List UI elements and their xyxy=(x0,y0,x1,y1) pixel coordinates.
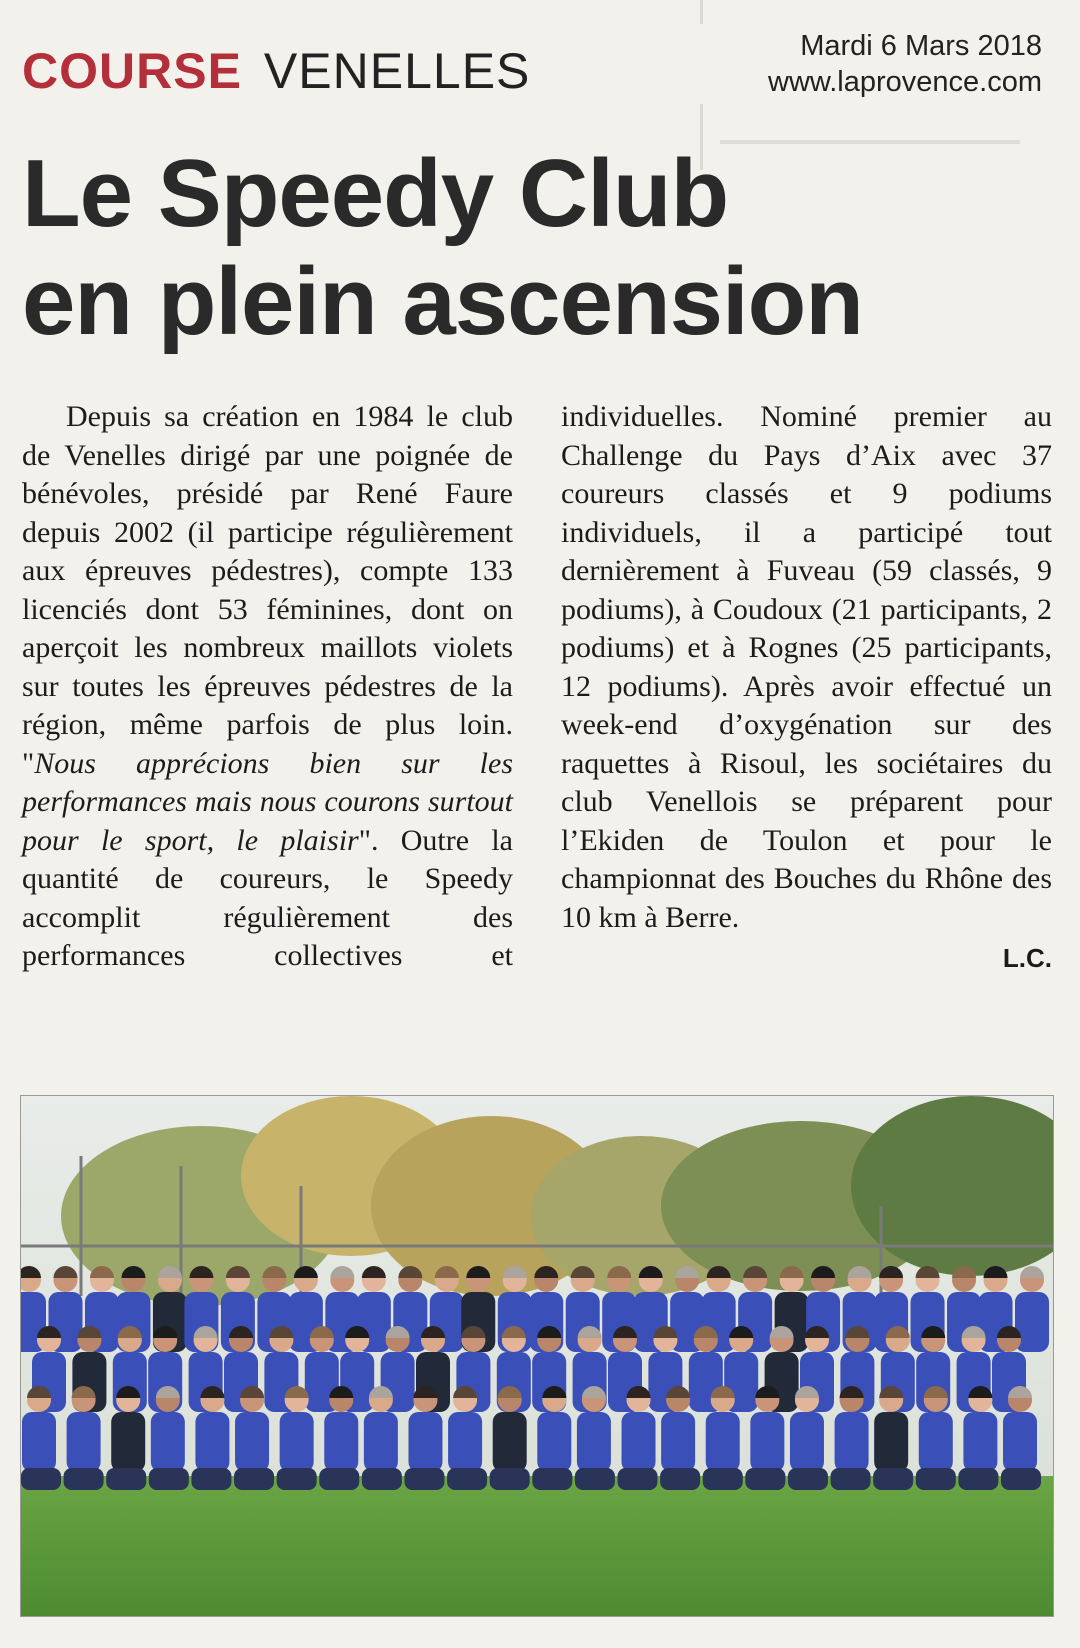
runner xyxy=(280,1386,314,1472)
runner-legs xyxy=(319,1468,359,1490)
runner xyxy=(111,1386,145,1472)
runner-legs xyxy=(575,1468,615,1490)
runner-legs xyxy=(64,1468,104,1490)
runner xyxy=(919,1386,953,1472)
body-quote: Nous apprécions bien sur les performances mais nous courons surtout pour le sport, le plaisir xyxy=(22,746,513,857)
runner-legs xyxy=(234,1468,274,1490)
runner xyxy=(324,1386,358,1472)
runner-legs xyxy=(703,1468,743,1490)
runner xyxy=(67,1386,101,1472)
runner xyxy=(963,1386,997,1472)
runner-legs xyxy=(277,1468,317,1490)
section-city: VENELLES xyxy=(263,43,531,99)
runner-legs xyxy=(745,1468,785,1490)
runner-legs xyxy=(958,1468,998,1490)
runner xyxy=(1003,1386,1037,1472)
section-header xyxy=(22,42,530,112)
runner xyxy=(235,1386,269,1472)
runner-legs xyxy=(149,1468,189,1490)
runner-legs xyxy=(660,1468,700,1490)
runner-legs xyxy=(447,1468,487,1490)
runner xyxy=(661,1386,695,1472)
team-photo xyxy=(20,1095,1054,1617)
author-signature: L.C. xyxy=(1002,943,1052,973)
runner-legs xyxy=(618,1468,658,1490)
runner xyxy=(622,1386,656,1472)
runner-legs xyxy=(490,1468,530,1490)
runner xyxy=(835,1386,869,1472)
publication-date: Mardi 6 Mars 2018 xyxy=(800,30,1042,62)
runner-legs xyxy=(404,1468,444,1490)
article-paragraph xyxy=(22,398,1052,978)
headline-line-1: Le Speedy Club xyxy=(22,140,729,247)
runner-legs xyxy=(788,1468,828,1490)
dateline xyxy=(696,24,1048,104)
runner xyxy=(537,1386,571,1472)
runner xyxy=(790,1386,824,1472)
runner-legs xyxy=(1001,1468,1041,1490)
body-intro: Depuis sa création en 1984 le club de Venelles dirigé par une poignée de bénévoles, présidé par René Faure depuis 2002 (il participe régulièrement aux épreuves pédestres), compte 133 licenciés dont 53 féminines, dont on aperçoit les nombreux maillots violets sur toutes les épreuves pédestres de la région, même parfois de plus loin. " xyxy=(22,400,513,780)
runner-legs xyxy=(532,1468,572,1490)
runner xyxy=(874,1386,908,1472)
runner xyxy=(22,1386,56,1472)
runner xyxy=(448,1386,482,1472)
publication-website: www.laprovence.com xyxy=(768,66,1042,98)
runner-legs xyxy=(362,1468,402,1490)
runner xyxy=(408,1386,442,1472)
runner xyxy=(750,1386,784,1472)
runner xyxy=(493,1386,527,1472)
grass-field xyxy=(21,1476,1053,1616)
runner-legs xyxy=(916,1468,956,1490)
runner-legs xyxy=(21,1468,61,1490)
team-photo-illustration xyxy=(21,1096,1053,1616)
headline-line-2: en plein ascension xyxy=(22,248,863,355)
runner xyxy=(151,1386,185,1472)
runner xyxy=(364,1386,398,1472)
section-kicker: COURSE xyxy=(22,43,242,99)
runner-legs xyxy=(873,1468,913,1490)
runner xyxy=(706,1386,740,1472)
runner xyxy=(577,1386,611,1472)
headline xyxy=(22,140,1022,356)
runner xyxy=(195,1386,229,1472)
runner-legs xyxy=(191,1468,231,1490)
runner-legs xyxy=(106,1468,146,1490)
runner-legs xyxy=(831,1468,871,1490)
body-rest: ". Outre la quantité de coureurs, le Speedy accomplit régulièrement des performances collectives et individuelles. Nominé premier au Challenge du Pays d’Aix avec 37 coureurs classés et 9 podiums individuels, il a participé tout dernièrement à Fuveau (59 classés, 9 podiums), à Coudoux (21 participants, 2 podiums) et à Rognes (25 participants, 12 podiums). Après avoir effectué un week-end d’oxygénation sur des raquettes à Risoul, les sociétaires du club Venellois se préparent pour l’Ekiden de Toulon et pour le championnat des Bouches du Rhône des 10 km à Berre. xyxy=(22,400,1052,972)
article-body xyxy=(22,398,1052,978)
